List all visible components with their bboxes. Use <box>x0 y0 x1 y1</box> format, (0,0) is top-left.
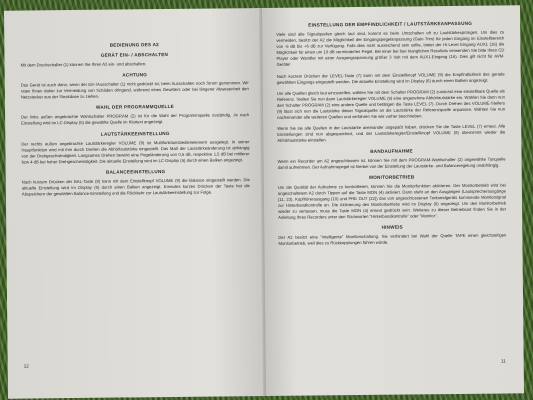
right-page-paragraph: Um alle Quellen gleich laut einzustellen, wählen Sie mit dem Schalter PROGRAM (2) zunächst eine einstellbare Quelle als Referenz. Stellen Sie nun dann Lautstärkeregler VOLUME (9) eine angenehme Abhörlautstärke ein. Wählen Sie dann nun den Schalter PROGRAM (2) eine andere Quelle und betätigen die Taste LEVEL (7). Durch Drehen des VOLUME-Stellers (9) lässt sich nun die Lautstärke dieser Signalquelle an die Lautstärke der Referenzquelle anpassen. Wählen Sie nun nacheinander alle weiteren Quellen und verfahren Sie wie vorher beschrieben. <box>276 88 506 120</box>
left-page-paragraph: Der rechts außen angebrachte Lautstärkeregler VOLUME (9) ist Multifunktionsbedienelement ausgelegt. In seiner Hauptfunktion wird mit ihm durch Drehen die Abhörlautstärke eingestellt. Das Maß der Lautstärkeänderung ist abhängig von der Drehgeschwindigkeit. Langsames Drehen bewirkt eine Pegeländerung von 0,5 dB, respektive 1,5 dB bei mittlerer bzw 4 dB bei hoher Drehgeschwindigkeit. Die aktuelle Einstellung wird im LC-Display (6) durch einen Balken angezeigt. <box>21 138 250 165</box>
left-page-paragraph: Der links außen angebrachte Wahlschalter PROGRAM (2) ist für die Wahl der Programmquelle zuständig. Je nach Einstellung wird im LC-Display (6) die gewählte Quelle im Klartext angezeigt. <box>21 112 250 127</box>
right-page <box>262 5 524 396</box>
left-page-paragraph: Mit dem Druckschalter (1) können Sie Ihren A2 ein- und abschalten. <box>20 61 147 68</box>
left-page-number: 12 <box>23 363 29 369</box>
left-page <box>4 8 266 399</box>
right-page-paragraph: Viele sind alle Signalquellen gleich laut sind, kommt es beim Umschalten oft zu Lautstärkesprüngen. Um dies zu vermeiden, besitzt der A2 die Möglichkeit der Eingangspegelanpassung (Gain-Trim) für jeden Eingang im Einstellbereich von -6 dB bis +6 dB zur Verfügung. Falls dies nicht ausreichend sein sollte, bietet der Hi-Level Eingang AUX1 (16) die Möglichkeit für einen um 10 dB verminderten Pegel. Bei einer bei fuer klanglichen Resultats verwenden Sie bitte Ihren CD Player oder Wandler mit einer Ausgangsspannung größer 3 Volt mit dem AUX1-Eingang (16). Dies gilt nicht für AVM-Geräte! <box>276 29 505 68</box>
left-page-heading: ACHTUNG <box>122 72 148 78</box>
right-page-heading: MONITORBETRIEB <box>369 174 415 180</box>
left-page-heading: BEDIENUNG DES A2 <box>109 42 159 48</box>
left-page-paragraph: Nach kurzem Drücken der BAL-Taste (8) kann mit dem Einstellknopf VOLUME (9) die Balance eingestellt werden. Die aktuelle Einstellung wird im Display (6) durch einen Balken angezeigt. Erneutes kurzes Drücken der Taste hat die Abspeichern der gewählten Balance-Einstellung und die Rückkehr zur Lautstärkeeinstellung zur Folge. <box>21 177 250 197</box>
right-page-content <box>276 20 506 247</box>
right-page-heading: HINWEIS <box>381 224 404 231</box>
left-page-heading: WAHL DER PROGRAMMQUELLE <box>96 104 174 111</box>
left-page-heading: BALANCEEINSTELLUNG <box>105 168 166 175</box>
right-page-paragraph: Wenn Sie sie alle Quellen in der Lautstärke aneinander angepaßt haben, drücken Sie die Taste LEVEL (7) erneut. Alle Einstellungen sind nun abgespeichert, und der Lautstärkeregler/Einstellknopf VOLUME (9) übernimmt wieder die Abhörlautstärke einstellen. <box>277 123 506 144</box>
right-page-paragraph: Der A2 besitzt eine "intelligente" Monitorschaltung. Sie verhindert bei Wahl der Quelle TAPE einen gleichzeitigen Monitorbetrieb, weil dies zu Rückkopplungen führen würde. <box>278 232 507 247</box>
left-page-heading: GERÄT EIN- / ABSCHALTEN <box>100 51 169 58</box>
right-page-heading: EINSTELLUNG DER EMPFINDLICHKEIT / LAUTSTÄRKEANPASSUNG <box>308 20 473 28</box>
right-page-paragraph: Wenn ein Recorder am A2 angeschlossen ist, können Sie mit dem PROGRAM-Wahlschalter (2) angewählte Tonquelle damit aufnehmen. Der Aufnahmepegel ist hierbei von der Einstellung der Lautstärke- und Balanceregelung unabhängig. <box>277 155 506 170</box>
left-page-paragraph: Das Gerät ist auch dann, wenn der Ein-/Ausschalter (1) nicht gedrückt ist, beim Ausschalten noch Strom genommen. Wir raten Ihnen daher zur Vermeidung von Schäden dringend, während eines Gewitters oder bei längerer Abwesenheit den Netzstecker aus der Steckdose zu ziehen. <box>20 80 249 100</box>
open-manual <box>4 5 524 398</box>
left-page-heading: LAUTSTÄRKEEINSTELLUNG <box>100 130 170 137</box>
right-page-paragraph: Um die Qualität der Aufnahme zu kontrollieren, können Sie die Monitorfunktion aktivieren. Der Monitorbetrieb wird bei angeschaltetem A2 durch Tippen auf die Taste MON (4) aktiviert. Dann steht an den Ausgängen (Lautsprecherausgänge (11, 23), Kopfhörerausgang (10) und PRE OUT (22)) das von angeschlossenen Tonbandgeräts kommende Monitorsignal zur Hinterbandkontrolle an. Die Aktivierung des Monitorbetriebs wird im Display (6) angezeigt. Um den Monitorbetrieb wieder zu verlassen, muss die Taste MON (4) erneut gedrückt sein. Weiteres zu dieser Betriebsart finden Sie in der Anleitung Ihres Recorders unter den Stichworten "Hinterbandkontrolle" oder "Monitor". <box>277 182 507 221</box>
right-page-paragraph: Nach kurzem Drücken der LEVEL-Taste (7) kann mit dem Einstellknopf VOLUME (9) die Empfindlichkeit des gerade gewählten Eingangs eingestellt werden. Die aktuelle Einstellung wird im Display (6) durch einen Balken angezeigt. <box>276 71 505 85</box>
right-page-heading: BANDAUFNAHME <box>370 147 413 154</box>
right-page-number: 11 <box>500 358 506 364</box>
left-page-content <box>20 41 250 198</box>
